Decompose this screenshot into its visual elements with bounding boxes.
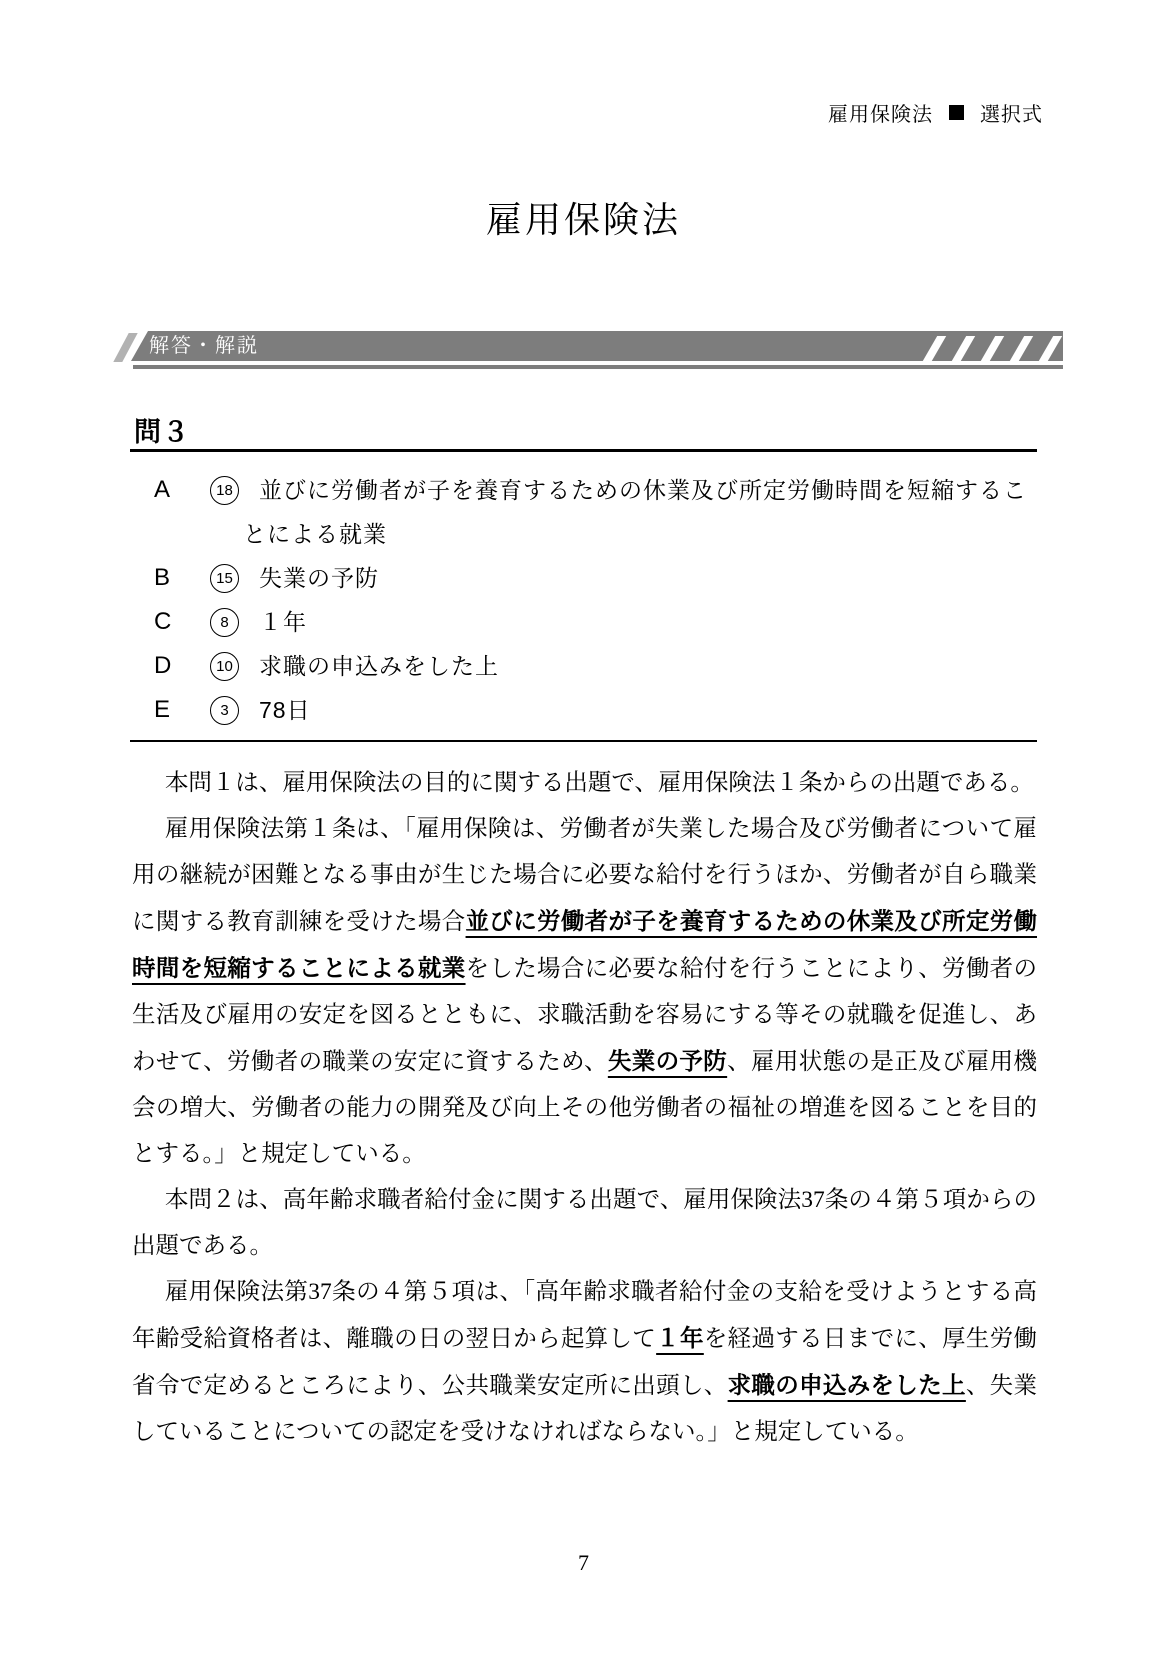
answer-row xyxy=(132,688,1037,732)
body-segment: 本問２は、高年齢求職者給付金に関する出題で、雇用保険法37条の４第５項からの出題である。 xyxy=(132,1187,1037,1259)
body-paragraph xyxy=(132,806,1037,1177)
body-paragraph xyxy=(132,760,1037,806)
answer-letter: C xyxy=(154,608,172,635)
answer-letter: B xyxy=(154,564,171,591)
circled-number: 3 xyxy=(210,696,239,725)
black-square-icon xyxy=(949,105,964,120)
answers-list xyxy=(132,468,1037,732)
banner-label: 解答・解説 xyxy=(149,335,259,357)
answers-divider xyxy=(130,740,1037,742)
answer-text: 求職の申込みをした上 xyxy=(259,653,499,679)
body-text xyxy=(132,760,1037,1455)
question-heading: 問３ xyxy=(134,417,190,447)
emphasis-segment: 求職の申込みをした上 xyxy=(727,1372,966,1398)
body-segment: 本問１は、雇用保険法の目的に関する出題で、雇用保険法１条からの出題である。 xyxy=(164,770,1034,796)
banner-bar xyxy=(131,331,1063,361)
emphasis-segment: 並びに労働者が子を養育するための休業及び所定労働時間を短縮することによる就業 xyxy=(132,908,1038,981)
question-underline xyxy=(130,449,1037,452)
answer-text: １年 xyxy=(259,609,307,635)
body-segment: 雇用保険法第１条は、「雇用保険は、労働者が失業した場合及び労働者について雇用の継続が困難となる事由が生じた場合に必要な給付を行うほか、労働者が自ら職業に関する教育訓練を受けた場合 xyxy=(132,816,1037,935)
body-segment: を経過する日までに、厚生労働省令で定めるところにより、公共職業安定所に出頭し、 xyxy=(132,1326,1038,1399)
body-segment: をした場合に必要な給付を行うことにより、労働者の生活及び雇用の安定を図るとともに、求職活動を容易にする等その就職を促進し、あわせて、労働者の職業の安定に資するため、 xyxy=(132,956,1038,1075)
answer-row xyxy=(132,644,1037,688)
answer-row xyxy=(132,600,1037,644)
body-paragraph xyxy=(132,1177,1037,1269)
answer-row xyxy=(132,468,1037,556)
circled-number: 15 xyxy=(210,564,239,593)
running-head xyxy=(828,98,1043,127)
answer-letter: A xyxy=(154,476,171,503)
circled-number: 18 xyxy=(210,476,239,505)
circled-number: 10 xyxy=(210,652,239,681)
answer-row xyxy=(132,556,1037,600)
answer-banner xyxy=(117,331,1063,371)
banner-diagonal-stripes-icon xyxy=(930,336,1055,361)
body-segment: 雇用保険法第37条の４第５項は、「高年齢求職者給付金の支給を受けようとする高年齢受給資格者は、離職の日の翌日から起算して xyxy=(132,1279,1037,1352)
body-paragraph xyxy=(132,1269,1037,1455)
answer-text: 並びに労働者が子を養育するための休業及び所定労働時間を短縮することによる就業 xyxy=(243,477,1027,547)
running-head-category-label: 選択式 xyxy=(980,104,1043,126)
circled-number: 8 xyxy=(210,608,239,637)
emphasis-segment: 失業の予防 xyxy=(607,1048,728,1074)
answer-letter: D xyxy=(154,652,172,679)
banner-underline xyxy=(133,365,1063,369)
body-segment: 、雇用状態の是正及び雇用機会の増大、労働者の能力の開発及び向上その他労働者の福祉の増進を図ることを目的とする。」と規定している。 xyxy=(132,1049,1038,1167)
answer-letter: E xyxy=(154,696,171,723)
page-number: 7 xyxy=(578,1550,589,1575)
emphasis-segment: １年 xyxy=(656,1325,704,1351)
answer-text: 失業の予防 xyxy=(259,565,379,591)
body-segment: 、失業していることについての認定を受けなければならない。」と規定している。 xyxy=(132,1373,1038,1445)
page-title: 雇用保険法 xyxy=(485,200,681,240)
running-head-section-label: 雇用保険法 xyxy=(828,104,933,126)
answer-text: 78日 xyxy=(259,697,311,723)
